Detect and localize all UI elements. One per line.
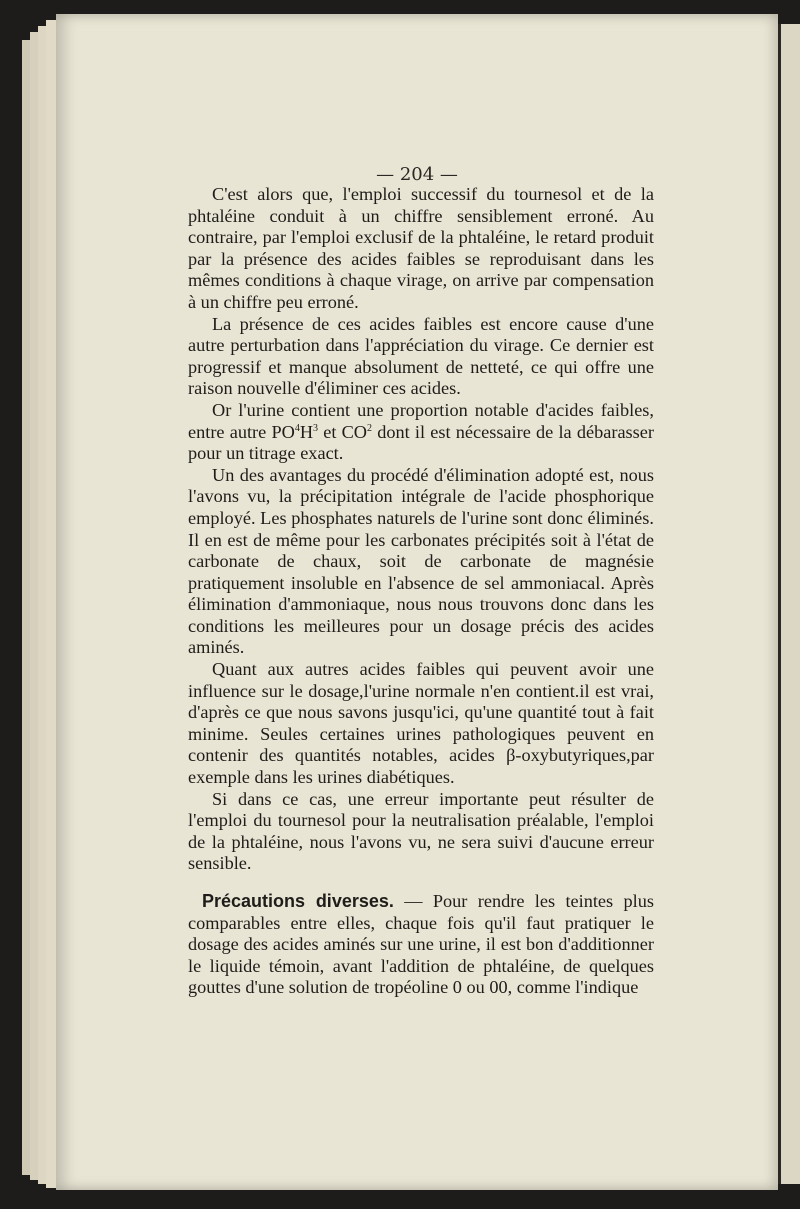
paragraph (188, 789, 654, 875)
superscript: 3 (313, 422, 319, 434)
paragraph (188, 659, 654, 789)
paragraph-text: La présence de ces acides faibles est encore cause d'une autre perturbation dans l'appréciation du virage. Ce dernier est progressif et manque absolument de netteté, ce qui offre une raison nouvelle d'éliminer ces acides. (188, 313, 654, 399)
paragraph (188, 400, 654, 465)
body-text (188, 184, 654, 999)
paragraph-text: C'est alors que, l'emploi successif du tournesol et de la phtaléine conduit à un chiffre sensiblement erroné. Au contraire, par l'emploi exclusif de la phtaléine, le retard produit par la présence des acides faibles se reproduisant dans les mêmes conditions à chaque virage, on arrive par compensation à un chiffre peu erroné. (188, 184, 654, 312)
facing-page-edge (778, 24, 800, 1184)
section-text: Pour rendre les teintes plus comparables entre elles, chaque fois qu'il faut pratiquer le dosage des acides aminés sur une urine, il est bon d'additionner le liquide témoin, avant l'addition de phtaléine, de quelques gouttes d'une solution de tropéoline 0 ou 00, comme l'indique (188, 891, 654, 998)
paragraph-text: Or l'urine contient une proportion notable d'acides faibles, entre autre PO (188, 399, 654, 442)
paragraph (188, 465, 654, 659)
paragraph-text: H (299, 421, 314, 442)
paragraph-text: Un des avantages du procédé d'élimination adopté est, nous l'avons vu, la précipitation intégrale de l'acide phosphorique employé. Les phosphates naturels de l'urine sont donc éliminés. Il en est de même pour les carbonates précipités soit à l'état de carbonate de chaux, soit de carbonate de magnésie pratiquement insoluble en l'absence de sel ammoniacal. Après élimination d'ammoniaque, nous nous trouvons donc dans les conditions les meilleures pour un dosage précis des acides aminés. (188, 464, 654, 658)
page-number: — 204 — (376, 164, 458, 185)
paragraph (188, 314, 654, 400)
section-paragraph (188, 891, 654, 999)
paragraph-text: Si dans ce cas, une erreur importante peut résulter de l'emploi du tournesol pour la neutralisation préalable, l'emploi de la phtaléine, nous l'avons vu, ne sera suivi d'aucune erreur sensible. (188, 788, 654, 874)
superscript: 4 (294, 422, 300, 434)
section-heading: Précautions diverses. (202, 891, 394, 911)
paragraph-text: et CO (318, 421, 367, 442)
section-dash: — (393, 891, 433, 911)
superscript: 2 (367, 422, 372, 434)
paragraph (188, 184, 654, 314)
paragraph-text: Quant aux autres acides faibles qui peuvent avoir une influence sur le dosage,l'urine normale n'en contient.il est vrai, d'après ce que nous savons jusqu'ici, qu'une quantité tout à fait minime. Seules certaines urines pathologiques peuvent en contenir des quantités notables, acides β-oxybutyriques,par exemple dans les urines diabétiques. (188, 659, 654, 788)
paragraph-text: dont il est nécessaire de la débarasser pour un titrage exact. (188, 421, 654, 464)
